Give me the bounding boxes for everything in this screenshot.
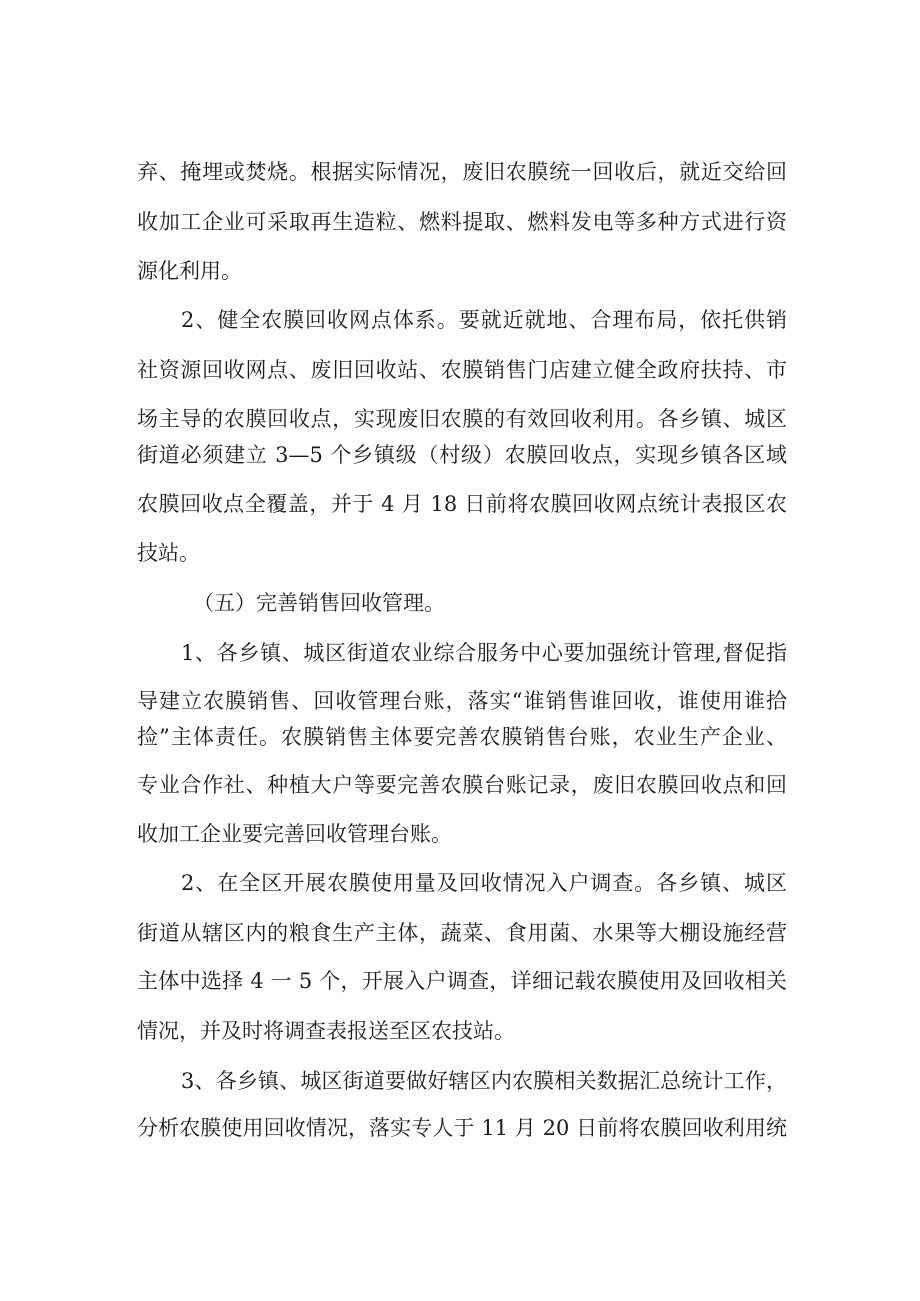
paragraph-line: 弃、掩埋或焚烧。根据实际情况，废旧农膜统一回收后，就近交给回 (137, 160, 787, 184)
paragraph-line: 捡”主体责任。农膜销售主体要完善农膜销售台账，农业生产企业、 (137, 725, 787, 749)
paragraph-line: 1、各乡镇、城区街道农业综合服务中心要加强统计管理,督促指 (181, 641, 787, 665)
paragraph-line: 街道从辖区内的粮食生产主体，蔬菜、食用菌、水果等大棚设施经营 (137, 921, 787, 945)
paragraph-line: 2、健全农膜回收网点体系。要就近就地、合理布局，依托供销 (181, 308, 787, 332)
paragraph-line: 农膜回收点全覆盖，并于 4 月 18 日前将农膜回收网点统计表报区农 (137, 492, 787, 516)
paragraph-line: 2、在全区开展农膜使用量及回收情况入户调查。各乡镇、城区 (181, 871, 787, 895)
paragraph-line: 街道必须建立 3—5 个乡镇级（村级）农膜回收点，实现乡镇各区域 (137, 443, 787, 467)
paragraph-line: 场主导的农膜回收点，实现废旧农膜的有效回收利用。各乡镇、城区 (137, 407, 787, 431)
paragraph-line: 收加工企业可采取再生造粒、燃料提取、燃料发电等多种方式进行资 (137, 210, 787, 234)
section-heading: （五）完善销售回收管理。 (193, 591, 445, 615)
paragraph-line: 主体中选择 4 一 5 个，开展入户调查，详细记载农膜使用及回收相关 (137, 969, 787, 993)
paragraph-line: 技站。 (137, 541, 200, 565)
paragraph-line: 3、各乡镇、城区街道要做好辖区内农膜相关数据汇总统计工作， (181, 1069, 787, 1093)
paragraph-line: 情况，并及时将调查表报送至区农技站。 (137, 1019, 515, 1043)
paragraph-line: 收加工企业要完善回收管理台账。 (137, 822, 452, 846)
paragraph-line: 社资源回收网点、废旧回收站、农膜销售门店建立健全政府扶持、市 (137, 358, 787, 382)
paragraph-line: 专业合作社、种植大户等要完善农膜台账记录，废旧农膜回收点和回 (137, 773, 787, 797)
paragraph-line: 分析农膜使用回收情况，落实专人于 11 月 20 日前将农膜回收利用统 (137, 1116, 787, 1140)
paragraph-line: 导建立农膜销售、回收管理台账，落实“谁销售谁回收，谁使用谁拾 (137, 689, 787, 713)
paragraph-line: 源化利用。 (137, 259, 242, 283)
